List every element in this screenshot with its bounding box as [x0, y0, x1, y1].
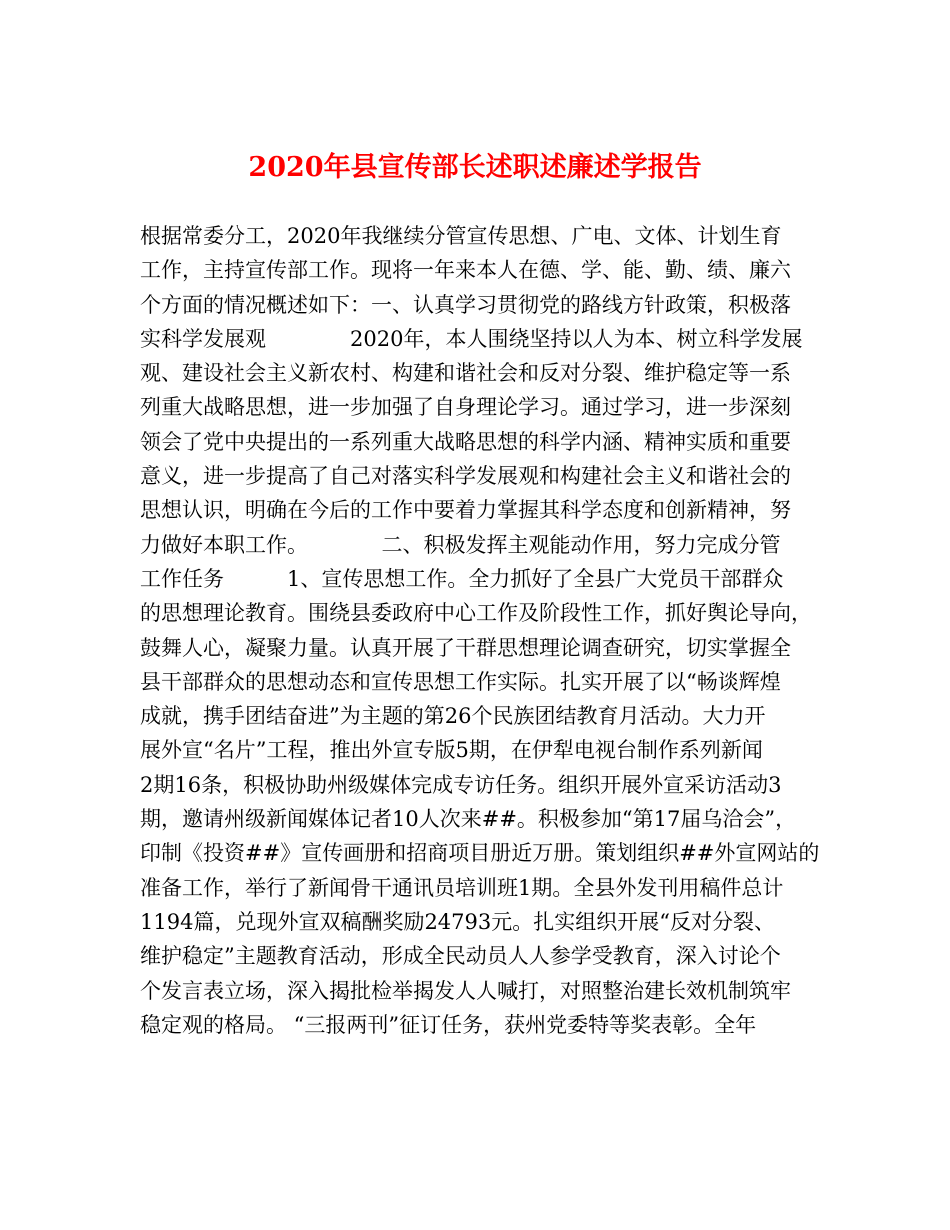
body-line: 列重大战略思想，进一步加强了自身理论学习。通过学习，进一步深刻: [140, 395, 791, 420]
body-line: 个发言表立场，深入揭批检举揭发人人喊打，对照整治建长效机制筑牢: [140, 978, 791, 1003]
body-line: 工作，主持宣传部工作。现将一年来本人在德、学、能、勤、绩、廉六: [140, 258, 791, 283]
body-line: 力做好本职工作。 二、积极发挥主观能动作用，努力完成分管: [140, 532, 781, 557]
body-line: 维护稳定”主题教育活动，形成全民动员人人参学受教育，深入讨论个: [140, 944, 781, 969]
body-line: 准备工作，举行了新闻骨干通讯员培训班1期。全县外发刊用稿件总计: [140, 875, 784, 900]
body-line: 稳定观的格局。 “三报两刊”征订任务，获州党委特等奖表彰。全年: [140, 1012, 757, 1037]
body-line: 印制《投资##》宣传画册和招商项目册近万册。策划组织##外宣网站的: [140, 841, 820, 866]
body-line: 县干部群众的思想动态和宣传思想工作实际。扎实开展了以“畅谈辉煌: [140, 669, 781, 694]
body-line: 鼓舞人心，凝聚力量。认真开展了干群思想理论调查研究，切实掌握全: [140, 635, 791, 660]
document-body: [140, 219, 820, 1042]
body-line: 意义，进一步提高了自己对落实科学发展观和构建社会主义和谐社会的: [140, 464, 791, 489]
body-line: 的思想理论教育。围绕县委政府中心工作及阶段性工作，抓好舆论导向，: [140, 601, 812, 626]
body-line: 期，邀请州级新闻媒体记者10人次来##。积极参加“第17届乌洽会”，: [140, 807, 797, 832]
body-line: 展外宣“名片”工程，推出外宣专版5期，在伊犁电视台制作系列新闻: [140, 738, 763, 763]
body-line: 2期16条，积极协助州级媒体完成专访任务。组织开展外宣采访活动3: [140, 772, 782, 797]
body-line: 成就，携手团结奋进”为主题的第26个民族团结教育月活动。大力开: [140, 704, 766, 729]
body-line: 实科学发展观 2020年，本人围绕坚持以人为本、树立科学发展: [140, 326, 803, 351]
body-line: 思想认识，明确在今后的工作中要着力掌握其科学态度和创新精神，努: [140, 498, 791, 523]
body-line: 1194篇，兑现外宣双稿酬奖励24793元。扎实组织开展“反对分裂、: [140, 909, 775, 934]
body-line: 根据常委分工，2020年我继续分管宣传思想、广电、文体、计划生育: [140, 224, 782, 248]
body-line: 个方面的情况概述如下：一、认真学习贯彻党的路线方针政策，积极落: [140, 292, 791, 317]
document-title: 2020年县宣传部长述职述廉述学报告: [248, 152, 702, 184]
body-line: 工作任务 1、宣传思想工作。全力抓好了全县广大党员干部群众: [140, 566, 784, 591]
body-line: 观、建设社会主义新农村、构建和谐社会和反对分裂、维护稳定等一系: [140, 361, 791, 386]
body-line: 领会了党中央提出的一系列重大战略思想的科学内涵、精神实质和重要: [140, 429, 791, 454]
